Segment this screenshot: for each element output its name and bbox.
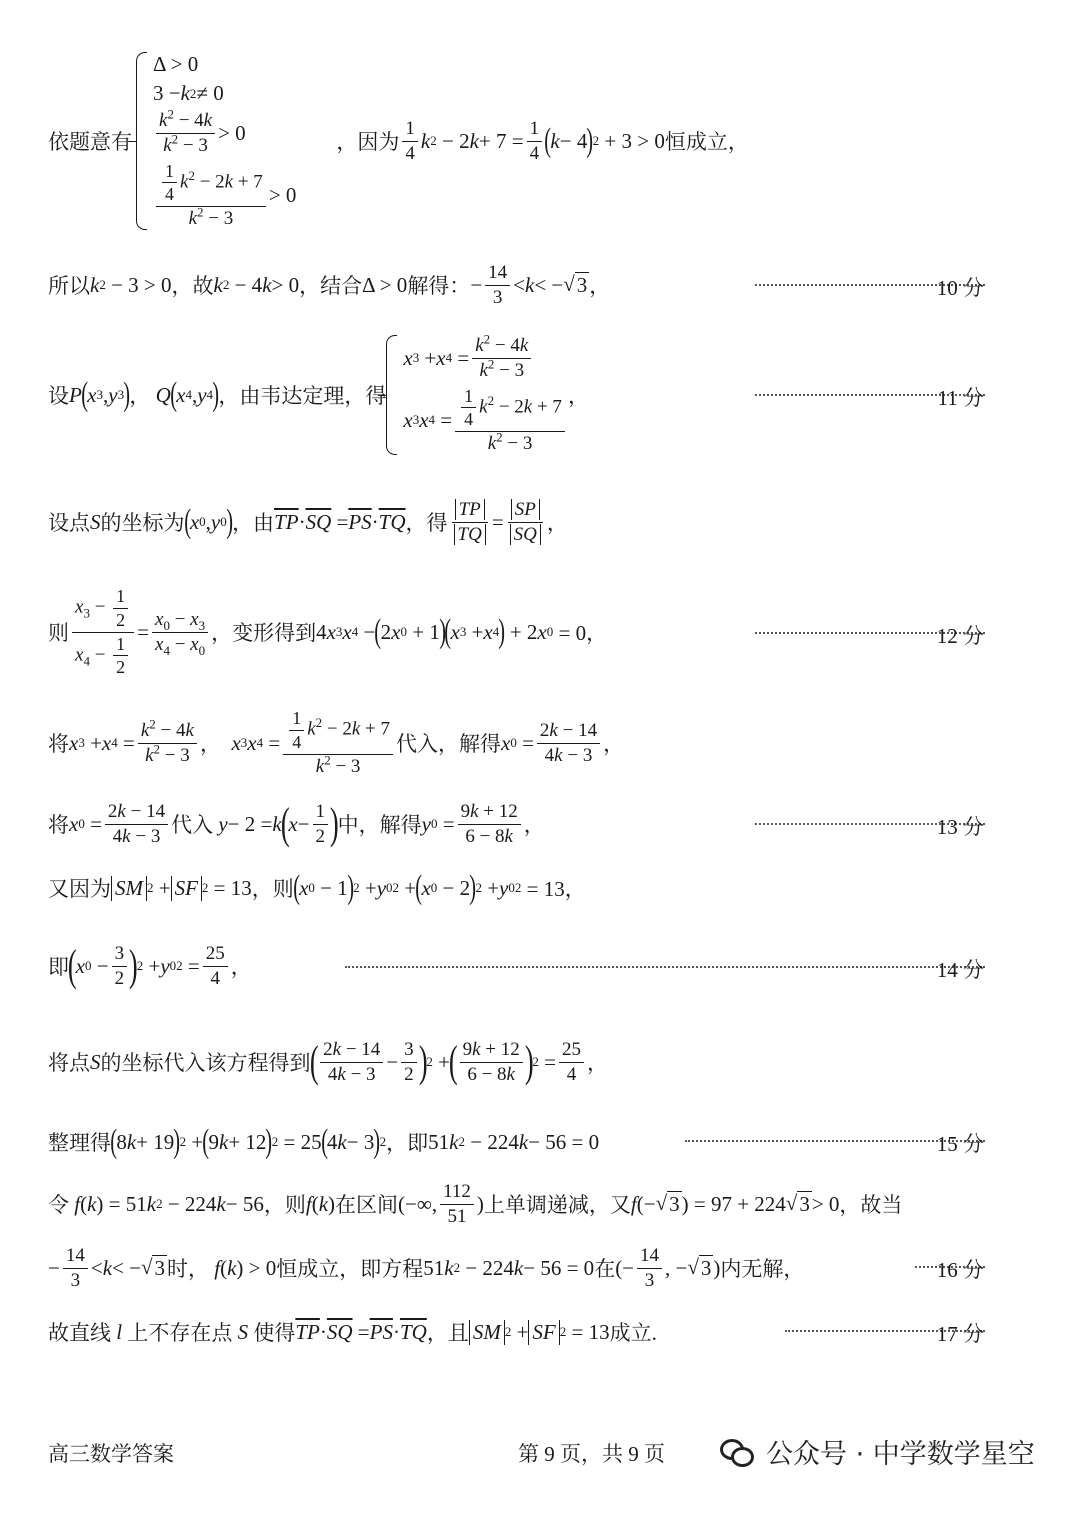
brace xyxy=(136,52,147,230)
text: 在区间 xyxy=(335,1193,399,1217)
solution-line-4: 设点 S 的坐标为 ( x 0 , y 0 ) ，由 $\overline{TP}$ · $\overline{SQ}$ = $\overline{PS}$ · $\overline{TQ}$ ，得 $\frac{TP}{TQ}$ = $\frac{SP}{SQ}$ ， xyxy=(48,498,568,545)
brace xyxy=(386,335,397,455)
solution-line-11: 整理得 ( 8 k + 19 ) 2 + ( 9 k + 12 ) 2 = 25 ( 4 k − 3 ) 2 ，即 51 k 2 − 224 k − 56 = 0 xyxy=(48,1123,600,1160)
solution-line-2: 所以 k 2 − 3 > 0 ，故 k 2 − 4 k > 0 ，结合 Δ > 0 解得： − $\frac{14}{3}$ < k < − √ 3 ， xyxy=(48,261,611,308)
solution-line-12: 令 f ( k ) = 51 k 2 − 224 k − 56 ，则 f ( k ) 在区间 (−∞, $\frac{112}{51}$ ) 上单调递减，又 f (− √ 3 ) = 97 + 224 √ 3 > 0 ，故当 xyxy=(48,1180,903,1227)
text: 令 xyxy=(48,1193,69,1217)
text: 恒成立，即方程 xyxy=(276,1257,424,1281)
text: 设点 xyxy=(48,511,90,535)
text: 依题意有 xyxy=(48,130,132,154)
score-15: 15 分 xyxy=(936,1132,984,1156)
score-13: 13 分 xyxy=(936,815,984,839)
text: 代入 xyxy=(171,813,214,837)
score-11: 11 分 xyxy=(937,386,984,410)
text: ，故当 xyxy=(839,1193,903,1217)
wechat-label: 公众号 · 中学数学星空 xyxy=(766,1439,1035,1470)
text: 使得 xyxy=(253,1321,296,1345)
text: ，结合 xyxy=(299,274,363,298)
text: 上不存在点 xyxy=(127,1321,233,1345)
vieta-system: x 3 + x 4 = $\frac{k^2 - 4k}{k^2 - 3}$ x 3 x 4 = $\frac{1}{4}$ $k^2 - 2k + 7$ $k^2 - 3$ xyxy=(386,335,568,455)
text: 上单调递减，又 xyxy=(483,1193,631,1217)
text: ，故 xyxy=(171,274,214,298)
text: 内无解， xyxy=(720,1257,805,1281)
score-10: 10 分 xyxy=(936,276,984,300)
wechat-icon xyxy=(720,1437,756,1467)
text: 成立. xyxy=(609,1321,657,1345)
text: 则 xyxy=(48,621,69,645)
text: 代入，解得 xyxy=(396,732,501,756)
solution-line-13: − $\frac{14}{3}$ < k < − √ 3 时， f ( k ) > 0 恒成立，即方程 51 k 2 − 224 k − 56 = 0 在 (− $\frac{14}{3}$ , − √ 3 ) 内无解， xyxy=(48,1244,805,1291)
text: 设 xyxy=(48,384,69,408)
solution-line-7: 将 x 0 = $\frac{2k - 14}{4k - 3}$ 代入 y − 2 = k ( x − $\frac{1}{2}$ ) 中，解得 y 0 = $\frac{9k + 12}{6 - 8k}$ ， xyxy=(48,799,545,848)
solution-line-6: 将 x 3 + x 4 = $\frac{k^2 - 4k}{k^2 - 3}$ ， x 3 x 4 = $\frac{1}{4}$ $k^2 - 2k + 7$ $k^2 - 3$ 代入，解得 x 0 = $\frac{2k - 14}{4k - 3}$ ， xyxy=(48,708,625,777)
text: 整理得 xyxy=(48,1131,111,1155)
text: 的坐标代入该方程得到 xyxy=(100,1051,311,1075)
text: 即 xyxy=(48,955,69,979)
text: ，则 xyxy=(263,1193,306,1217)
text: ，由 xyxy=(232,511,275,535)
text: ，由韦达定理，得 xyxy=(218,384,387,408)
text: 将 xyxy=(48,813,69,837)
text: 又因为 xyxy=(48,877,111,901)
text: ，且 xyxy=(426,1321,469,1345)
solution-line-3: 设 P ( x 3 , y 3 ) ， Q ( x 4 , y 4 ) ，由韦达定理，得 x 3 + x 4 = $\frac{k^2 - 4k}{k^2 - 3}$ x 3 x 4 = $\frac{1}{4}$ $k^2 - 2k + 7$ $k^2 - 3$ ， xyxy=(48,331,589,455)
score-14: 14 分 xyxy=(936,958,984,982)
solution-line-5: 则 $x_3$ − $\frac{1}{2}$ $x_4$ − $\frac{1}{2}$ = $\frac{x_0 - x_3}{x_4 - x_0}$ ，变形得到 4 x 3 x 4 − ( 2 x 0 + 1 ) ( x 3 + x 4 ) + 2 x 0 = 0， xyxy=(48,586,608,678)
text: 故直线 xyxy=(48,1321,111,1345)
text: 的坐标为 xyxy=(100,511,185,535)
text: 解得： xyxy=(407,274,471,298)
wechat-watermark xyxy=(720,1432,1035,1471)
score-17: 17 分 xyxy=(936,1322,984,1346)
dot-leader xyxy=(345,966,985,968)
text: ，则 xyxy=(251,877,294,901)
text: 中，解得 xyxy=(337,813,422,837)
score-16: 16 分 xyxy=(936,1258,984,1282)
text: ，得 xyxy=(405,511,448,535)
text: 将 xyxy=(48,732,69,756)
text: ，因为 xyxy=(336,130,400,154)
solution-line-1: 依题意有 Δ > 0 3 − k 2 ≠ 0 $\frac{k^2 - 4k}{k^2 - 3}$ > 0 $\frac{1}{4}$ $k^2 - 2k + 7$ $k^2 - 3$ > 0 ，因为 $\frac{1}{4}$ k 2 − 2 k + 7 = $\frac{1}{4}$ ( k − 4 ) 2 + 3 > 0 恒成立， xyxy=(48,52,749,230)
text: 所以 xyxy=(48,274,90,298)
solution-line-9: 即 ( x 0 − $\frac{3}{2}$ ) 2 + y 0 2 = $\frac{25}{4}$ ， xyxy=(48,941,252,990)
inequality-system: Δ > 0 3 − k 2 ≠ 0 $\frac{k^2 - 4k}{k^2 - 3}$ > 0 $\frac{1}{4}$ $k^2 - 2k + 7$ $k^2 - 3$ > 0 xyxy=(136,52,296,230)
text: 将点 xyxy=(48,1051,90,1075)
text: 恒成立， xyxy=(664,130,749,154)
solution-line-8: 又因为 SM 2 + SF 2 = 13 ，则 ( x 0 − 1 ) 2 + y 0 2 + ( x 0 − 2 ) 2 + y 0 2 = 13， xyxy=(48,869,586,906)
text: 在 xyxy=(594,1257,616,1281)
text: 时， xyxy=(166,1257,209,1281)
footer-page-number: 第 9 页，共 9 页 xyxy=(518,1442,665,1466)
score-12: 12 分 xyxy=(936,624,984,648)
text: ，即 xyxy=(386,1131,429,1155)
text: ，变形得到 xyxy=(211,621,317,645)
footer-course-title: 高三数学答案 xyxy=(48,1442,174,1466)
solution-line-14: 故直线 l 上不存在点 S 使得 $\overline{TP}$ · $\overline{SQ}$ = $\overline{PS}$ · $\overline{TQ}$ ，且 SM 2 + SF 2 = 13 成立. xyxy=(48,1312,657,1352)
solution-line-10: 将点 S 的坐标代入该方程得到 ( $\frac{2k - 14}{4k - 3}$ − $\frac{3}{2}$ ) 2 + ( $\frac{9k + 12}{6 - 8k}$ ) 2 = $\frac{25}{4}$ ， xyxy=(48,1037,608,1086)
